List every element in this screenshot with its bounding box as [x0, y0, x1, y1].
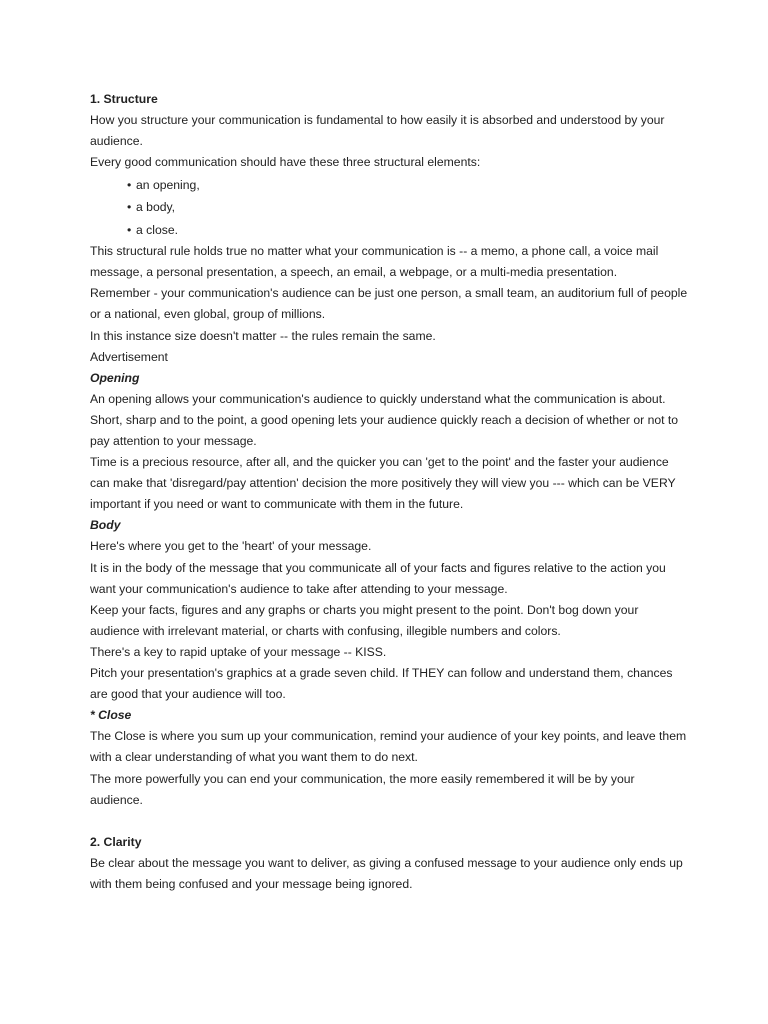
close-paragraph-2-line-1: The more powerfully you can end your communication, the more easily remembered it will be by your	[90, 771, 635, 786]
bullet-text: a close.	[136, 223, 179, 238]
body-heading: Body	[90, 518, 121, 533]
opening-paragraph-3-line-2: can make that 'disregard/pay attention' decision the more positively they will view you --- which can be VERY	[90, 476, 676, 491]
body-paragraph-5-line-1: Pitch your presentation's graphics at a grade seven child. If THEY can follow and understand them, chances	[90, 666, 673, 681]
body-paragraph-5-line-2: are good that your audience will too.	[90, 687, 286, 702]
bullet-dot-icon: •	[127, 223, 132, 238]
body-paragraph-2-line-1: It is in the body of the message that you communicate all of your facts and figures relative to the action you	[90, 560, 666, 575]
opening-paragraph-1: An opening allows your communication's audience to quickly understand what the communication is about.	[90, 391, 666, 406]
structure-paragraph-3-line-1: This structural rule holds true no matter what your communication is -- a memo, a phone call, a voice mail	[90, 244, 659, 259]
close-paragraph-1-line-2: with a clear understanding of what you want them to do next.	[90, 750, 418, 765]
structure-paragraph-1-line-2: audience.	[90, 134, 143, 149]
opening-paragraph-2-line-1: Short, sharp and to the point, a good opening lets your audience quickly reach a decision of whether or not to	[90, 412, 679, 427]
close-paragraph-2-line-2: audience.	[90, 792, 143, 807]
bullet-item	[90, 197, 690, 218]
body-paragraph-2-line-2: want your communication's audience to take after attending to your message.	[90, 581, 508, 596]
opening-paragraph-3-line-1: Time is a precious resource, after all, and the quicker you can 'get to the point' and the faster your audience	[90, 455, 669, 470]
clarity-heading: 2. Clarity	[90, 834, 142, 849]
body-paragraph-3-line-2: audience with irrelevant material, or charts with confusing, illegible numbers and colors.	[90, 623, 561, 638]
bullet-item	[90, 220, 690, 241]
structure-paragraph-4-line-1: Remember - your communication's audience can be just one person, a small team, an auditorium full of people	[90, 286, 688, 301]
opening-heading: Opening	[90, 370, 140, 385]
opening-paragraph-2-line-2: pay attention to your message.	[90, 434, 257, 448]
bullet-item	[90, 175, 690, 196]
structure-paragraph-3-line-2: message, a personal presentation, a speech, an email, a webpage, or a multi-media presentation.	[90, 265, 618, 280]
structure-paragraph-4-line-2: or a national, even global, group of millions.	[90, 307, 326, 322]
bullet-text: a body,	[136, 200, 176, 215]
bullet-text: an opening,	[136, 177, 200, 192]
structure-bullet-list	[90, 175, 690, 241]
body-paragraph-1: Here's where you get to the 'heart' of your message.	[90, 539, 372, 554]
body-paragraph-4: There's a key to rapid uptake of your message -- KISS.	[90, 644, 387, 659]
close-paragraph-1-line-1: The Close is where you sum up your communication, remind your audience of your key points, and leave them	[90, 729, 687, 744]
bullet-dot-icon: •	[127, 200, 132, 215]
close-heading: * Close	[90, 708, 132, 723]
structure-paragraph-2: Every good communication should have these three structural elements:	[90, 155, 481, 170]
bullet-dot-icon: •	[127, 177, 132, 192]
clarity-paragraph-1-line-2: with them being confused and your message being ignored.	[90, 876, 413, 891]
structure-heading: 1. Structure	[90, 92, 158, 106]
section-spacer	[90, 811, 690, 832]
structure-paragraph-5: In this instance size doesn't matter -- the rules remain the same.	[90, 328, 436, 343]
structure-paragraph-1-line-1: How you structure your communication is fundamental to how easily it is absorbed and understood by your	[90, 113, 665, 128]
clarity-paragraph-1-line-1: Be clear about the message you want to deliver, as giving a confused message to your audience only ends up	[90, 855, 683, 870]
opening-paragraph-3-line-3: important if you need or want to communicate with them in the future.	[90, 497, 464, 512]
body-paragraph-3-line-1: Keep your facts, figures and any graphs or charts you might present to the point. Don't bog down your	[90, 602, 639, 617]
document-page	[90, 89, 690, 895]
advertisement-label: Advertisement	[90, 349, 168, 364]
